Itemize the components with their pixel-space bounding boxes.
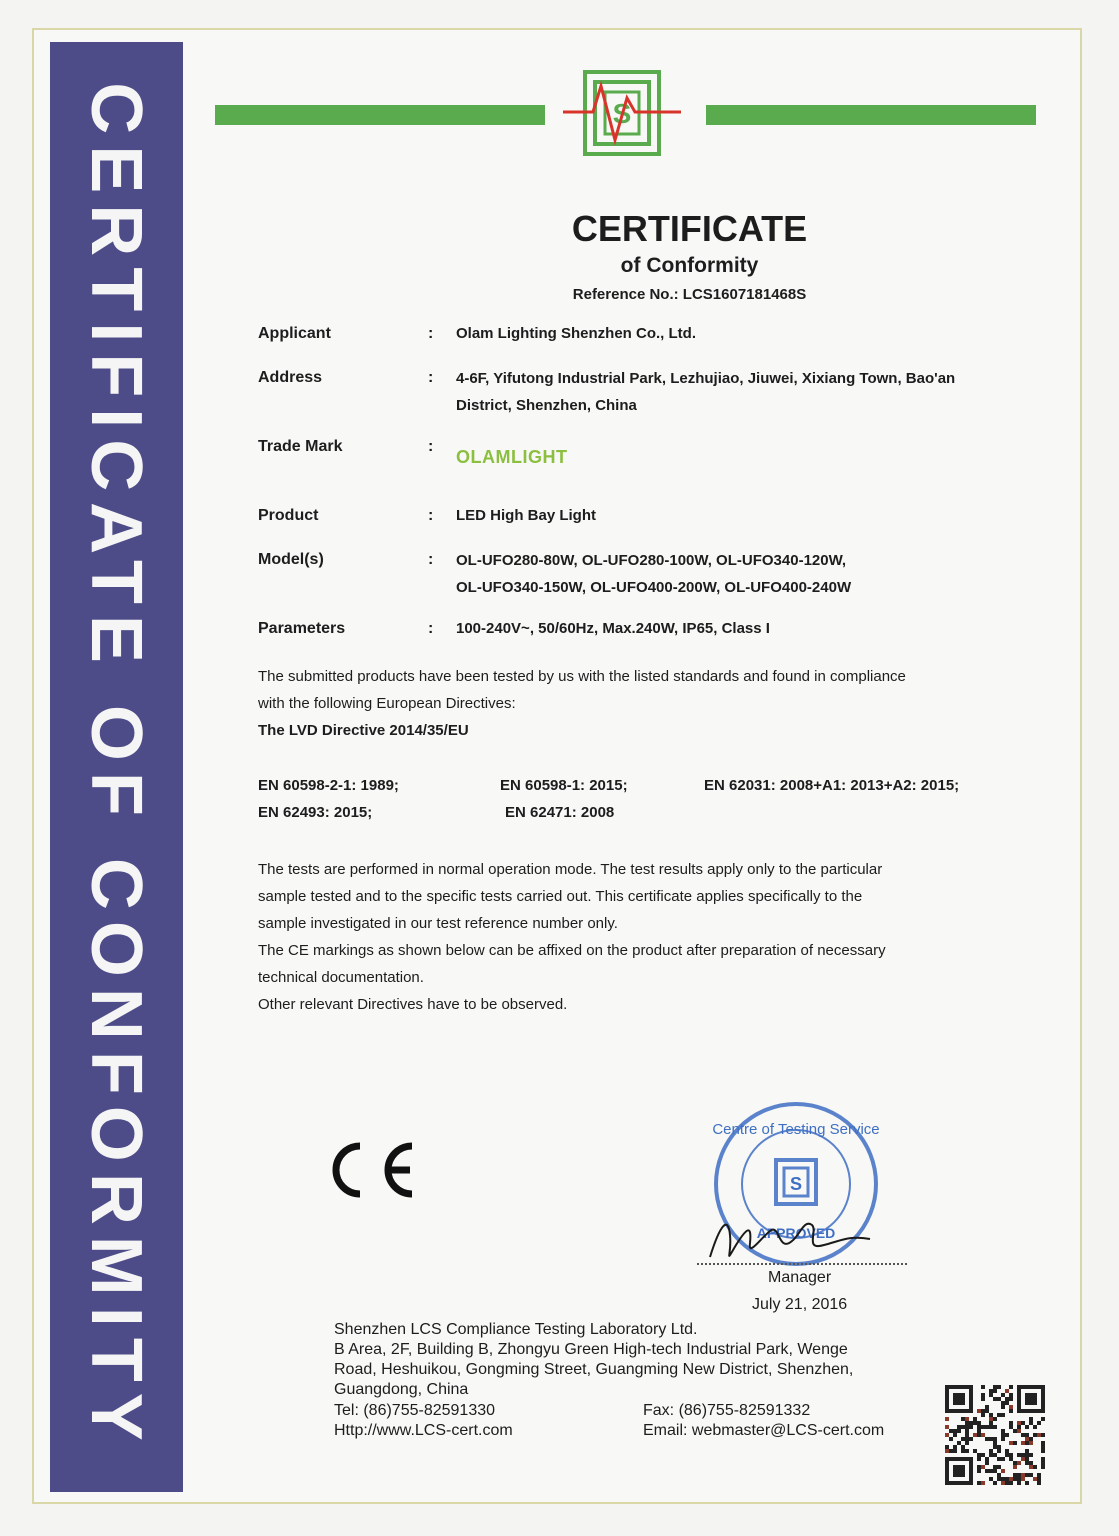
lab-address-1: B Area, 2F, Building B, Zhongyu Green High-tech Industrial Park, Wenge <box>334 1341 848 1358</box>
models-line-1: OL-UFO280-80W, OL-UFO280-100W, OL-UFO340-120W, <box>456 552 847 569</box>
header-green-bar-left <box>215 105 545 125</box>
product-label: Product <box>258 507 319 524</box>
header-green-bar-right <box>706 105 1036 125</box>
signature-line <box>697 1263 907 1265</box>
lcs-logo-icon <box>563 68 681 158</box>
product-colon: : <box>428 507 434 524</box>
svg-text:S: S <box>789 1174 803 1194</box>
certificate-subtitle: of Conformity <box>620 254 759 277</box>
standard-item: EN 62471: 2008 <box>505 804 615 821</box>
standard-item: EN 60598-2-1: 1989; <box>258 777 399 794</box>
svg-text:S: S <box>612 98 632 129</box>
lab-tel: Tel: (86)755-82591330 <box>334 1402 496 1419</box>
address-line-2: District, Shenzhen, China <box>456 397 637 414</box>
applicant-colon: : <box>428 325 434 342</box>
models-colon: : <box>428 551 434 568</box>
signature-date: July 21, 2016 <box>752 1296 848 1313</box>
lab-address-3: Guangdong, China <box>334 1381 469 1398</box>
standard-item: EN 62493: 2015; <box>258 804 373 821</box>
note-line: technical documentation. <box>258 969 424 986</box>
directive-name: The LVD Directive 2014/35/EU <box>258 722 469 739</box>
lab-web: Http://www.LCS-cert.com <box>334 1422 513 1439</box>
parameters-label: Parameters <box>258 620 346 637</box>
trademark-logo: OLAMLIGHT <box>456 447 568 467</box>
models-label: Model(s) <box>258 551 324 568</box>
lab-name: Shenzhen LCS Compliance Testing Laboratory Ltd. <box>334 1321 698 1338</box>
stamp-text: Centre of Testing Service <box>712 1121 880 1138</box>
qr-code-icon <box>945 1385 1045 1485</box>
note-line: sample tested and to the specific tests carried out. This certificate applies specifically to the <box>258 888 863 905</box>
note-line: The CE markings as shown below can be affixed on the product after preparation of necessary <box>258 942 886 959</box>
applicant-value: Olam Lighting Shenzhen Co., Ltd. <box>456 325 696 342</box>
compliance-line-1: The submitted products have been tested by us with the listed standards and found in compliance <box>258 668 906 685</box>
ce-mark-icon <box>318 1138 418 1202</box>
address-label: Address <box>258 369 323 386</box>
compliance-line-2: with the following European Directives: <box>258 695 516 712</box>
standard-item: EN 62031: 2008+A1: 2013+A2: 2015; <box>704 777 960 794</box>
reference-number: Reference No.: LCS1607181468S <box>572 286 807 303</box>
parameters-colon: : <box>428 620 434 637</box>
applicant-label: Applicant <box>258 325 331 342</box>
trademark-label: Trade Mark <box>258 438 343 455</box>
manager-title: Manager <box>768 1269 832 1286</box>
stamp-approved: APPROVED <box>756 1225 836 1241</box>
parameters-value: 100-240V~, 50/60Hz, Max.240W, IP65, Class I <box>456 620 770 637</box>
note-line: The tests are performed in normal operation mode. The test results apply only to the particular <box>258 861 883 878</box>
side-band-text: CERTIFICATE OF CONFORMITY <box>76 82 156 1452</box>
certificate-title: CERTIFICATE <box>571 208 808 249</box>
lab-fax: Fax: (86)755-82591332 <box>643 1402 811 1419</box>
note-line: Other relevant Directives have to be observed. <box>258 996 568 1013</box>
lab-email: Email: webmaster@LCS-cert.com <box>643 1422 885 1439</box>
trademark-colon: : <box>428 438 434 455</box>
address-colon: : <box>428 369 434 386</box>
address-line-1: 4-6F, Yifutong Industrial Park, Lezhujiao, Jiuwei, Xixiang Town, Bao'an <box>456 370 956 387</box>
note-line: sample investigated in our test reference number only. <box>258 915 618 932</box>
product-value: LED High Bay Light <box>456 507 596 524</box>
models-line-2: OL-UFO340-150W, OL-UFO400-200W, OL-UFO400-240W <box>456 579 852 596</box>
lab-address-2: Road, Heshuikou, Gongming Street, Guangming New District, Shenzhen, <box>334 1361 854 1378</box>
standard-item: EN 60598-1: 2015; <box>500 777 628 794</box>
